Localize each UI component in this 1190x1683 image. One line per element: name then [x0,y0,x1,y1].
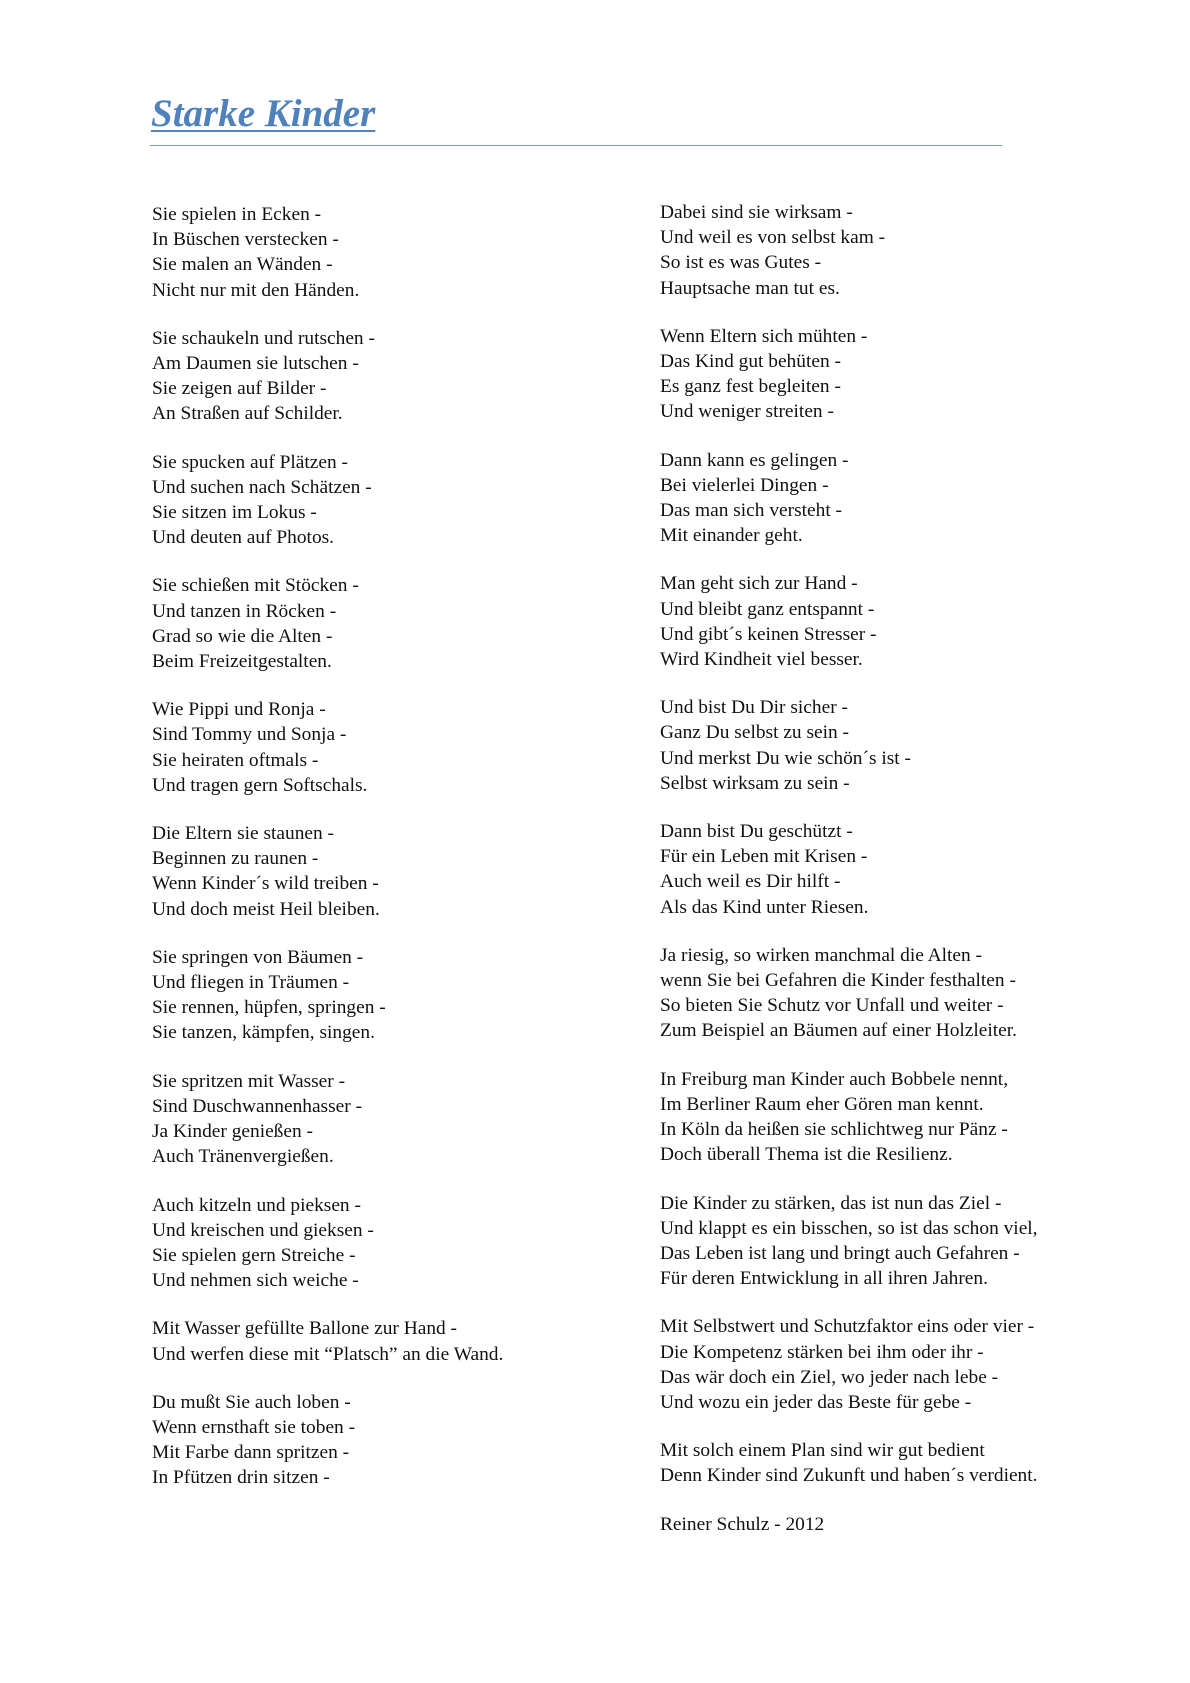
poem-line: Und doch meist Heil bleiben. [152,898,380,920]
poem-line: Auch weil es Dir hilft - [660,871,841,893]
poem-column-right [660,200,1130,1537]
poem-line: Und weniger streiten - [660,401,834,423]
poem-line: Sie schaukeln und rutschen - [152,327,375,349]
poem-line: Man geht sich zur Hand - [660,573,858,595]
stanza [152,450,622,551]
poem-line: Wenn Eltern sich mühten - [660,325,868,347]
poem-line: Und bist Du Dir sicher - [660,697,848,719]
poem-line: Und gibt´s keinen Stresser - [660,623,877,645]
stanza [660,448,1130,549]
stanza [152,1193,622,1294]
poem-line: Beim Freizeitgestalten. [152,651,332,673]
poem-line: Dann bist Du geschützt - [660,821,853,843]
poem-line: wenn Sie bei Gefahren die Kinder festhalten - [660,970,1016,992]
stanza [152,573,622,674]
stanza [152,1390,622,1491]
poem-line: Und tragen gern Softschals. [152,774,368,796]
poem-line: Für ein Leben mit Krisen - [660,846,868,868]
poem-line: Wird Kindheit viel besser. [660,649,863,671]
poem-line: An Straßen auf Schilder. [152,403,343,425]
poem-line: Sie spritzen mit Wasser - [152,1070,346,1092]
poem-line: Ganz Du selbst zu sein - [660,722,850,744]
stanza [152,821,622,922]
poem-line: Beginnen zu raunen - [152,848,319,870]
poem-line: Mit Wasser gefüllte Ballone zur Hand - [152,1318,458,1340]
stanza [660,571,1130,672]
poem-line: Denn Kinder sind Zukunft und haben´s verdient. [660,1465,1038,1487]
poem-line: Es ganz fest begleiten - [660,376,841,398]
poem-line: Im Berliner Raum eher Gören man kennt. [660,1093,984,1115]
stanza [152,202,622,303]
poem-line: Mit Selbstwert und Schutzfaktor eins oder vier - [660,1316,1035,1338]
poem-line: Und nehmen sich weiche - [152,1270,359,1292]
poem-line: Sie schießen mit Stöcken - [152,575,359,597]
poem-line: Sind Duschwannenhasser - [152,1095,363,1117]
poem-line: Grad so wie die Alten - [152,625,333,647]
poem-line: Sie rennen, hüpfen, springen - [152,997,386,1019]
poem-line: Die Kompetenz stärken bei ihm oder ihr - [660,1341,984,1363]
poem-line: Zum Beispiel an Bäumen auf einer Holzleiter. [660,1020,1017,1042]
poem-line: Ja Kinder genießen - [152,1121,313,1143]
poem-line: In Büschen verstecken - [152,229,339,251]
poem-line: Selbst wirksam zu sein - [660,772,850,794]
stanza [660,695,1130,796]
poem-line: Auch kitzeln und pieksen - [152,1194,361,1216]
poem-line: Sie heiraten oftmals - [152,749,319,771]
poem-line: Und deuten auf Photos. [152,527,335,549]
poem-line: Du mußt Sie auch loben - [152,1391,351,1413]
poem-line: Sie sitzen im Lokus - [152,502,317,524]
poem-line: Sie zeigen auf Bilder - [152,378,327,400]
stanza [660,200,1130,301]
poem-line: Und kreischen und gieksen - [152,1219,374,1241]
stanza [152,1069,622,1170]
poem-line: Doch überall Thema ist die Resilienz. [660,1144,953,1166]
poem-line: Und fliegen in Träumen - [152,972,350,994]
poem-column-left [152,202,622,1514]
poem-line: Dann kann es gelingen - [660,449,849,471]
stanza [152,326,622,427]
poem-line: Und bleibt ganz entspannt - [660,598,875,620]
document-title: Starke Kinder [151,92,376,135]
stanza [660,1314,1130,1415]
poem-line: Die Eltern sie staunen - [152,823,334,845]
stanza [660,324,1130,425]
poem-line: Und klappt es ein bisschen, so ist das schon viel, [660,1217,1038,1239]
poem-line: Und wozu ein jeder das Beste für gebe - [660,1391,972,1413]
poem-line: Und merkst Du wie schön´s ist - [660,747,911,769]
poem-line: In Freiburg man Kinder auch Bobbele nennt, [660,1068,1009,1090]
stanza [152,1316,622,1366]
poem-line: Sie tanzen, kämpfen, singen. [152,1022,375,1044]
stanza [152,945,622,1046]
poem-line: Hauptsache man tut es. [660,277,840,299]
poem-line: So ist es was Gutes - [660,252,822,274]
title-divider [150,145,1002,146]
poem-line: Wenn ernsthaft sie toben - [152,1416,356,1438]
poem-line: Als das Kind unter Riesen. [660,896,869,918]
author-signature: Reiner Schulz - 2012 [660,1513,825,1535]
poem-line: Und werfen diese mit “Platsch” an die Wand. [152,1343,504,1365]
poem-line: Das Leben ist lang und bringt auch Gefahren - [660,1242,1020,1264]
poem-line: Sind Tommy und Sonja - [152,724,347,746]
stanza [152,697,622,798]
poem-line: Mit solch einem Plan sind wir gut bedient [660,1440,985,1462]
poem-line: Nicht nur mit den Händen. [152,279,360,301]
poem-line: Das Kind gut behüten - [660,351,841,373]
poem-line: Das wär doch ein Ziel, wo jeder nach lebe - [660,1366,999,1388]
poem-line: Bei vielerlei Dingen - [660,474,829,496]
poem-line: Wie Pippi und Ronja - [152,699,326,721]
poem-line: Sie springen von Bäumen - [152,946,364,968]
stanza [660,1067,1130,1168]
poem-line: In Köln da heißen sie schlichtweg nur Pänz - [660,1119,1008,1141]
poem-line: Sie spielen gern Streiche - [152,1244,356,1266]
stanza [660,1438,1130,1488]
poem-line: Wenn Kinder´s wild treiben - [152,873,379,895]
stanza [660,819,1130,920]
poem-line: Die Kinder zu stärken, das ist nun das Ziel - [660,1192,1002,1214]
poem-line: Dabei sind sie wirksam - [660,202,853,223]
poem-line: Das man sich versteht - [660,500,843,522]
poem-line: Sie spielen in Ecken - [152,204,322,225]
poem-line: Mit Farbe dann spritzen - [152,1442,350,1464]
poem-line: Und tanzen in Röcken - [152,600,337,622]
poem-line: Und suchen nach Schätzen - [152,476,372,498]
poem-line: Sie spucken auf Plätzen - [152,451,348,473]
stanza [660,1191,1130,1292]
poem-line: So bieten Sie Schutz vor Unfall und weiter - [660,995,1004,1017]
poem-line: In Pfützen drin sitzen - [152,1467,330,1489]
poem-line: Sie malen an Wänden - [152,254,333,276]
poem-line: Und weil es von selbst kam - [660,227,886,249]
poem-line: Mit einander geht. [660,525,803,547]
poem-line: Für deren Entwicklung in all ihren Jahren. [660,1268,988,1290]
poem-line: Auch Tränenvergießen. [152,1146,334,1168]
poem-line: Am Daumen sie lutschen - [152,353,359,375]
poem-line: Ja riesig, so wirken manchmal die Alten - [660,944,983,966]
stanza [660,943,1130,1044]
